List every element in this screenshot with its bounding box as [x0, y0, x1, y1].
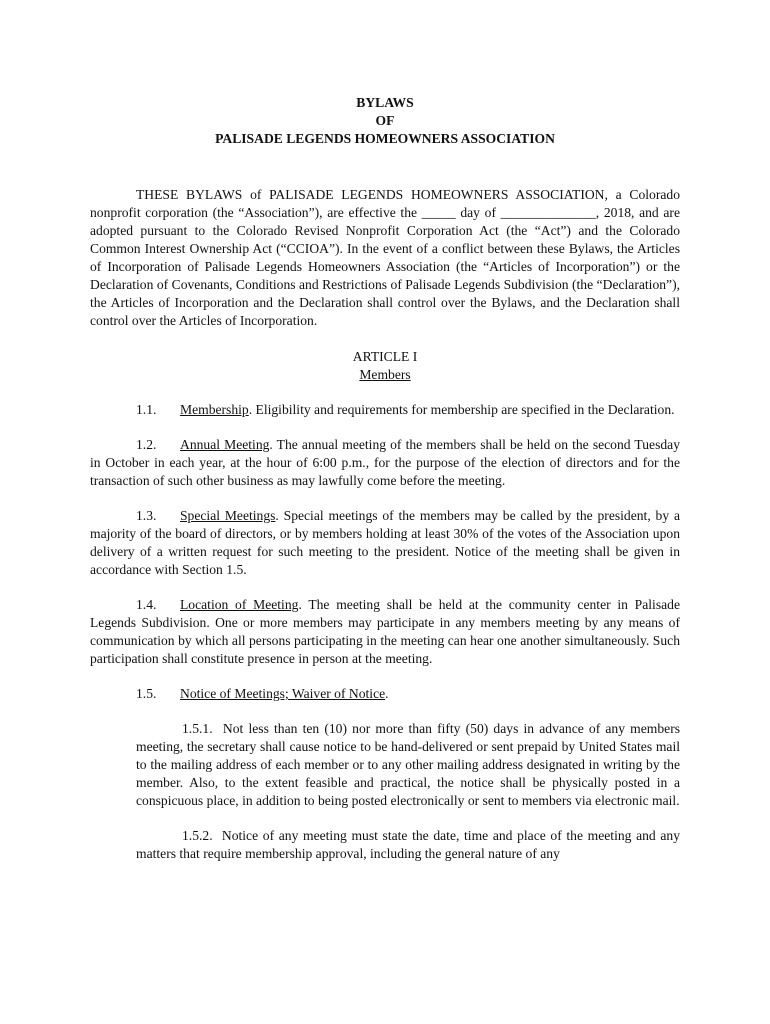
section-heading: Annual Meeting	[180, 437, 270, 452]
document-page	[90, 94, 680, 863]
section-body: . The annual meeting of the members shall be held on the second Tuesday in October in each year, at the hour of 6:00 p.m., for the purpose of the election of directors and for the transaction of such other business as may lawfully come before the meeting.	[90, 437, 680, 488]
section-1-5	[90, 685, 680, 703]
section-number: 1.4.	[136, 597, 157, 612]
section-body: . Special meetings of the members may be called by the president, by a majority of the board of directors, or by members holding at least 30% of the votes of the Association upon delivery of a written request for such meeting to the president. Notice of the meeting shall be given in accordance with Section 1.5.	[90, 508, 680, 577]
document-title	[90, 94, 680, 148]
subsection-body: Not less than ten (10) nor more than fifty (50) days in advance of any members meeting, the secretary shall cause notice to be hand-delivered or sent prepaid by United States mail to the mailing address of each member or to any other mailing address designated in writing by the member. Also, to the extent feasible and practical, the notice shall be physically posted in a conspicuous place, in addition to being posted electronically or sent to members via electronic mail.	[136, 721, 681, 808]
section-1-2	[90, 436, 680, 490]
section-body: .	[385, 686, 389, 701]
intro-paragraph: THESE BYLAWS of PALISADE LEGENDS HOMEOWNERS ASSOCIATION, a Colorado nonprofit corporation (the “Association”), are effective the _____ day of ______________, 2018, and are adopted pursuant to the Colorado Revised Nonprofit Corporation Act (the “Act”) and the Colorado Common Interest Ownership Act (“CCIOA”). In the event of a conflict between these Bylaws, the Articles of Incorporation of Palisade Legends Homeowners Association (the “Articles of Incorporation”) or the Declaration of Covenants, Conditions and Restrictions of Palisade Legends Subdivision (the “Declaration”), the Articles of Incorporation and the Declaration shall control over the Bylaws, and the Declaration shall control over the Articles of Incorporation.	[90, 187, 680, 328]
article-number: ARTICLE I	[352, 349, 418, 364]
title-line-association: PALISADE LEGENDS HOMEOWNERS ASSOCIATION	[215, 131, 555, 146]
section-number: 1.1.	[136, 402, 157, 417]
section-heading: Location of Meeting	[180, 597, 299, 612]
subsection-1-5-2	[136, 827, 680, 863]
section-heading: Notice of Meetings; Waiver of Notice	[180, 686, 386, 701]
subsection-1-5-1	[136, 720, 680, 810]
section-1-3	[90, 507, 680, 579]
section-1-4	[90, 596, 680, 668]
subsection-body: Notice of any meeting must state the date, time and place of the meeting and any matters that require membership approval, including the general nature of any	[136, 828, 680, 861]
section-body: . The meeting shall be held at the community center in Palisade Legends Subdivision. One or more members may participate in any members meeting by any means of communication by which all persons participating in the meeting can hear one another simultaneously. Such participation shall constitute presence in person at the meeting.	[90, 597, 680, 666]
section-number: 1.5.	[136, 686, 157, 701]
subsection-number: 1.5.2.	[182, 828, 213, 843]
section-body: . Eligibility and requirements for membership are specified in the Declaration.	[248, 402, 675, 417]
section-heading: Membership	[180, 402, 249, 417]
title-line-bylaws: BYLAWS	[356, 95, 414, 110]
section-number: 1.3.	[136, 508, 157, 523]
article-heading	[90, 348, 680, 384]
section-heading: Special Meetings	[180, 508, 276, 523]
article-name: Members	[359, 367, 411, 382]
section-1-1	[90, 401, 680, 419]
section-number: 1.2.	[136, 437, 157, 452]
title-line-of: OF	[375, 113, 395, 128]
subsection-number: 1.5.1.	[182, 721, 213, 736]
